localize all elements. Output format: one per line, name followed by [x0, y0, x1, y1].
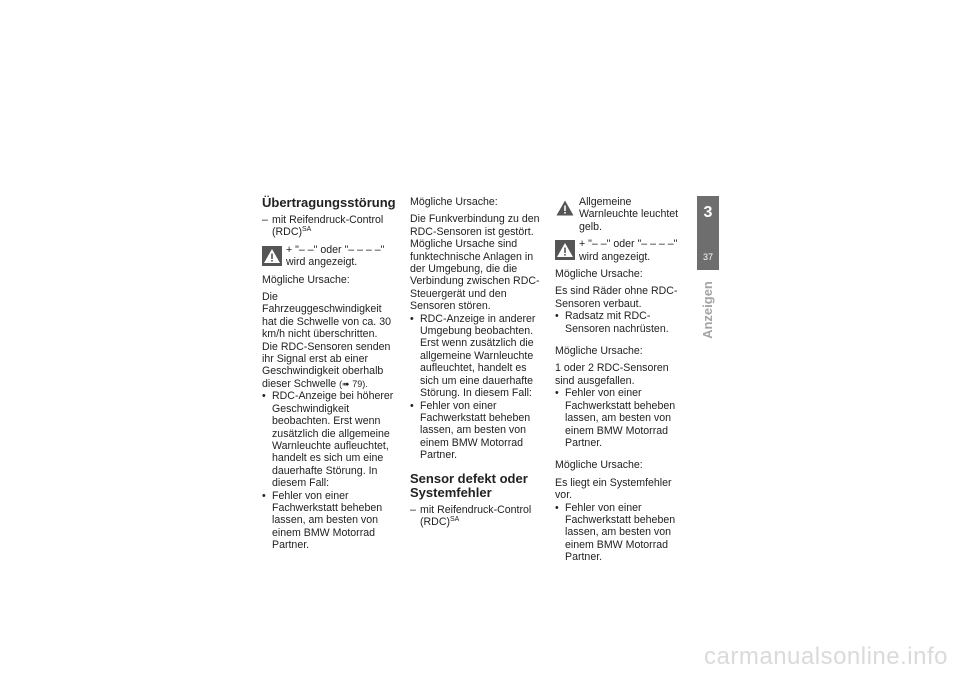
warning-light [555, 196, 690, 233]
condition-rdc [410, 504, 545, 529]
chapter-number: 3 [703, 204, 713, 221]
arrow-reference-icon[interactable]: (➠ 79). [339, 378, 368, 389]
sa-marker: SA [302, 226, 312, 234]
warning-triangle-icon [262, 246, 282, 266]
list-item: • Fehler von einer Fachwerkstatt beheben lassen, am besten von einem BMW Motorrad Partner. [262, 490, 394, 552]
list-item: • Fehler von einer Fachwerkstatt beheben lassen, am besten von einem BMW Motorrad Partner. [555, 502, 690, 564]
cause-text: Die Funkverbindung zu den RDC-Sensoren ist gestört. Mögliche Ursache sind funktechnische Anlagen in der Umgebung, die die Verbindung zwischen RDC-Steuergerät und den Sensoren stören. [410, 213, 540, 313]
warning-triangle-icon [555, 240, 575, 260]
list-item: • RDC-Anzeige bei höherer Geschwindigkeit beobachten. Erst wenn zusätzlich die allgemeine Warnleuchte aufleuchtet, handelt es sich um eine dauerhafte Störung. In diesem Fall: [262, 390, 394, 489]
cause-label: Mögliche Ursache: [555, 345, 643, 358]
sa-marker: SA [450, 515, 460, 523]
action-list [262, 390, 394, 551]
cause-text: 1 oder 2 RDC-Sensoren sind ausgefallen. [555, 362, 669, 387]
column-3 [555, 196, 690, 564]
list-item: • Fehler von einer Fachwerkstatt beheben lassen, am besten von einem BMW Motorrad Partner. [410, 400, 545, 462]
cause-label: Mögliche Ursache: [262, 273, 350, 286]
list-item: • RDC-Anzeige in anderer Umgebung beobachten. Erst wenn zusätzlich die allgemeine Warnleuchte aufleuchtet, handelt es sich um eine dauerhafte Störung. In diesem Fall: [410, 313, 545, 400]
condition-text: mit Reifendruck-Control (RDC)$^{SA}$ [420, 503, 532, 528]
cause-label: Mögliche Ursache: [410, 196, 498, 208]
chapter-side-label: Anzeigen [700, 281, 715, 339]
list-item: • Fehler von einer Fachwerkstatt beheben lassen, am besten von einem BMW Motorrad Partner. [555, 387, 690, 449]
cause-label: Mögliche Ursache: [555, 459, 643, 472]
column-1 [262, 196, 394, 552]
warning-text: Allgemeine Warnleuchte leuchtet gelb. [579, 196, 679, 233]
column-2 [410, 196, 545, 528]
cause-text: Die Fahrzeuggeschwindigkeit hat die Schwelle von ca. 30 km/h nicht überschritten. Die RDC-Sensoren senden ihr Signal erst ab einer Geschwindigkeit oberhalb dieser Schwelle (➠ 79). [262, 291, 391, 390]
page-number: 37 [702, 252, 713, 262]
warning-text: + "– –" oder "– – – –" wird angezeigt. [579, 238, 678, 263]
list-item: • Radsatz mit RDC-Sensoren nachrüsten. [555, 310, 690, 335]
condition-rdc [262, 214, 394, 239]
action-list [555, 387, 690, 449]
action-list [410, 313, 545, 462]
heading-sensor-defekt: Sensor defekt oder Systemfehler [410, 470, 528, 500]
cause-text: Es sind Räder ohne RDC-Sensoren verbaut. [555, 285, 678, 310]
action-list [555, 502, 690, 564]
warning-triangle-icon [555, 198, 575, 218]
heading-uebertragungsstoerung: Übertragungsstörung [262, 195, 396, 210]
warning-text: + "– –" oder "– – – –" wird angezeigt. [286, 243, 385, 269]
dash-marker: – [262, 214, 268, 226]
warning-display [555, 238, 690, 263]
warning-display [262, 244, 394, 269]
condition-text: mit Reifendruck-Control (RDC)$^{SA}$ [272, 214, 384, 239]
action-list [555, 310, 690, 335]
cause-label: Mögliche Ursache: [555, 268, 643, 281]
dash-marker: – [410, 503, 416, 516]
watermark: carmanualsonline.info [704, 643, 948, 670]
cause-text: Es liegt ein Systemfehler vor. [555, 476, 672, 502]
chapter-tab [697, 196, 719, 270]
